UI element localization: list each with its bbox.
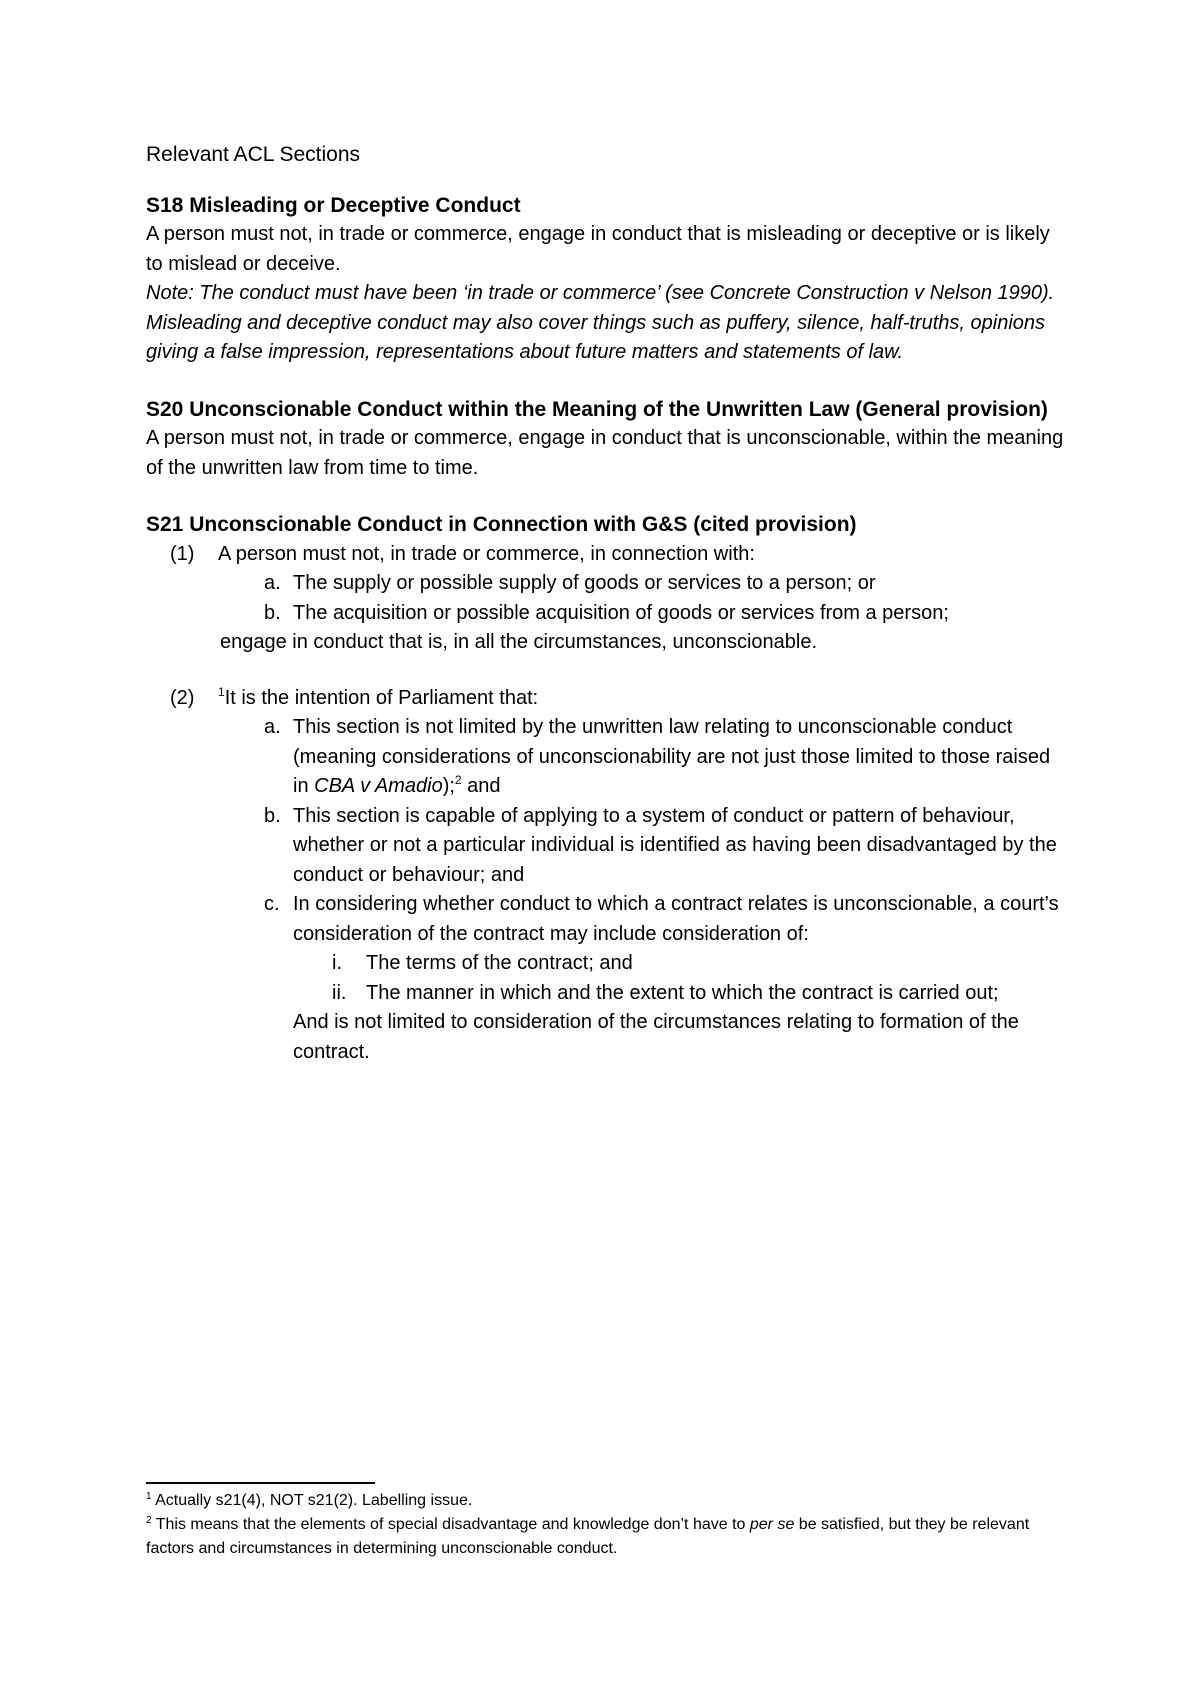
section-s21 [146, 510, 1066, 1067]
list-item-text: The supply or possible supply of goods or services to a person; or [293, 572, 876, 594]
list-item-text: The terms of the contract; and [366, 952, 633, 974]
list-item [146, 713, 1066, 802]
section-body-s20: A person must not, in trade or commerce, engage in conduct that is unconscionable, within the meaning of the unwritten law from time to time. [146, 427, 1064, 479]
footnote-ref[interactable]: 2 [454, 773, 462, 787]
footnote-text: Actually s21(4), NOT s21(2). Labelling issue. [151, 1492, 473, 1509]
document-body [146, 140, 1066, 1094]
list-item-text: This section is not limited by the unwritten law relating to unconscionable conduct (meaning considerations of unconscionability are not just those limited to those raised in [293, 716, 1051, 797]
footnote-number: 2 [146, 1515, 152, 1526]
subsection-number: (1) [170, 542, 195, 565]
list-marker: b. [264, 601, 281, 624]
footnote-number: 1 [146, 1491, 152, 1502]
list-marker: c. [264, 893, 280, 915]
footnote-italic-text: per se [749, 1516, 795, 1533]
list-item [146, 979, 1066, 1009]
list-item [146, 569, 1066, 599]
subsection-text: It is the intention of Parliament that: [224, 686, 539, 709]
list-item-text: In considering whether conduct to which a contract relates is unconscionable, a court’s consideration of the contract may include consideration of: [293, 893, 1059, 945]
subsection-number: (2) [170, 686, 195, 709]
list-marker: ii. [332, 981, 347, 1004]
footnotes [146, 1489, 1066, 1561]
footnote-text: be satisfied, but they be relevant factors and circumstances in determining unconscionable conduct. [146, 1516, 1030, 1557]
list-item [146, 890, 1066, 949]
list-marker: a. [264, 716, 281, 738]
footnote-ref[interactable]: 1 [218, 684, 225, 699]
section-heading-s21: S21 Unconscionable Conduct in Connection with G&S (cited provision) [146, 513, 857, 536]
list-item-text: The acquisition or possible acquisition of goods or services from a person; [293, 601, 949, 624]
spacer [146, 658, 1066, 684]
section-s18 [146, 191, 1066, 368]
list-item [146, 802, 1066, 891]
list-item-text: This section is capable of applying to a system of conduct or pattern of behaviour, whether or not a particular individual is identified as having been disadvantaged by the conduct or behaviour; and [293, 804, 1057, 886]
subsection-1 [146, 540, 1066, 570]
subsection-tail: engage in conduct that is, in all the circumstances, unconscionable. [220, 631, 818, 653]
section-heading-s18: S18 Misleading or Deceptive Conduct [146, 193, 521, 217]
section-note-s18: Note: The conduct must have been ‘in trade or commerce’ (see Concrete Construction v Nelson 1990). Misleading and deceptive conduct may also cover things such as puffery, silence, half-truths, opinions giving a false impression, representations about future matters and statements of law. [146, 282, 1055, 363]
list-item-text: The manner in which and the extent to which the contract is carried out; [366, 981, 999, 1004]
list-item [146, 949, 1066, 979]
list-item [146, 599, 1066, 629]
list-item-text: and [461, 775, 501, 797]
footnote-separator [146, 1482, 375, 1484]
section-heading-s20: S20 Unconscionable Conduct within the Meaning of the Unwritten Law (General provision) [146, 397, 1048, 421]
list-marker: b. [264, 804, 281, 827]
document-title: Relevant ACL Sections [146, 143, 361, 166]
footnote-2 [146, 1513, 1066, 1561]
footnote-1 [146, 1489, 1066, 1513]
list-marker: i. [332, 952, 342, 974]
list-marker: a. [264, 572, 281, 594]
subsection-tail: And is not limited to consideration of the circumstances relating to formation of the contract. [293, 1011, 1019, 1063]
list-item-text: ); [442, 775, 455, 797]
section-s20 [146, 395, 1066, 484]
case-name: CBA v Amadio [314, 775, 443, 797]
section-body-s18: A person must not, in trade or commerce, engage in conduct that is misleading or deceptive or is likely to mislead or deceive. [146, 223, 1050, 275]
subsection-2 [146, 684, 1066, 714]
footnote-text: This means that the elements of special disadvantage and knowledge don’t have to [151, 1516, 750, 1533]
subsection-text: A person must not, in trade or commerce, in connection with: [218, 542, 755, 565]
